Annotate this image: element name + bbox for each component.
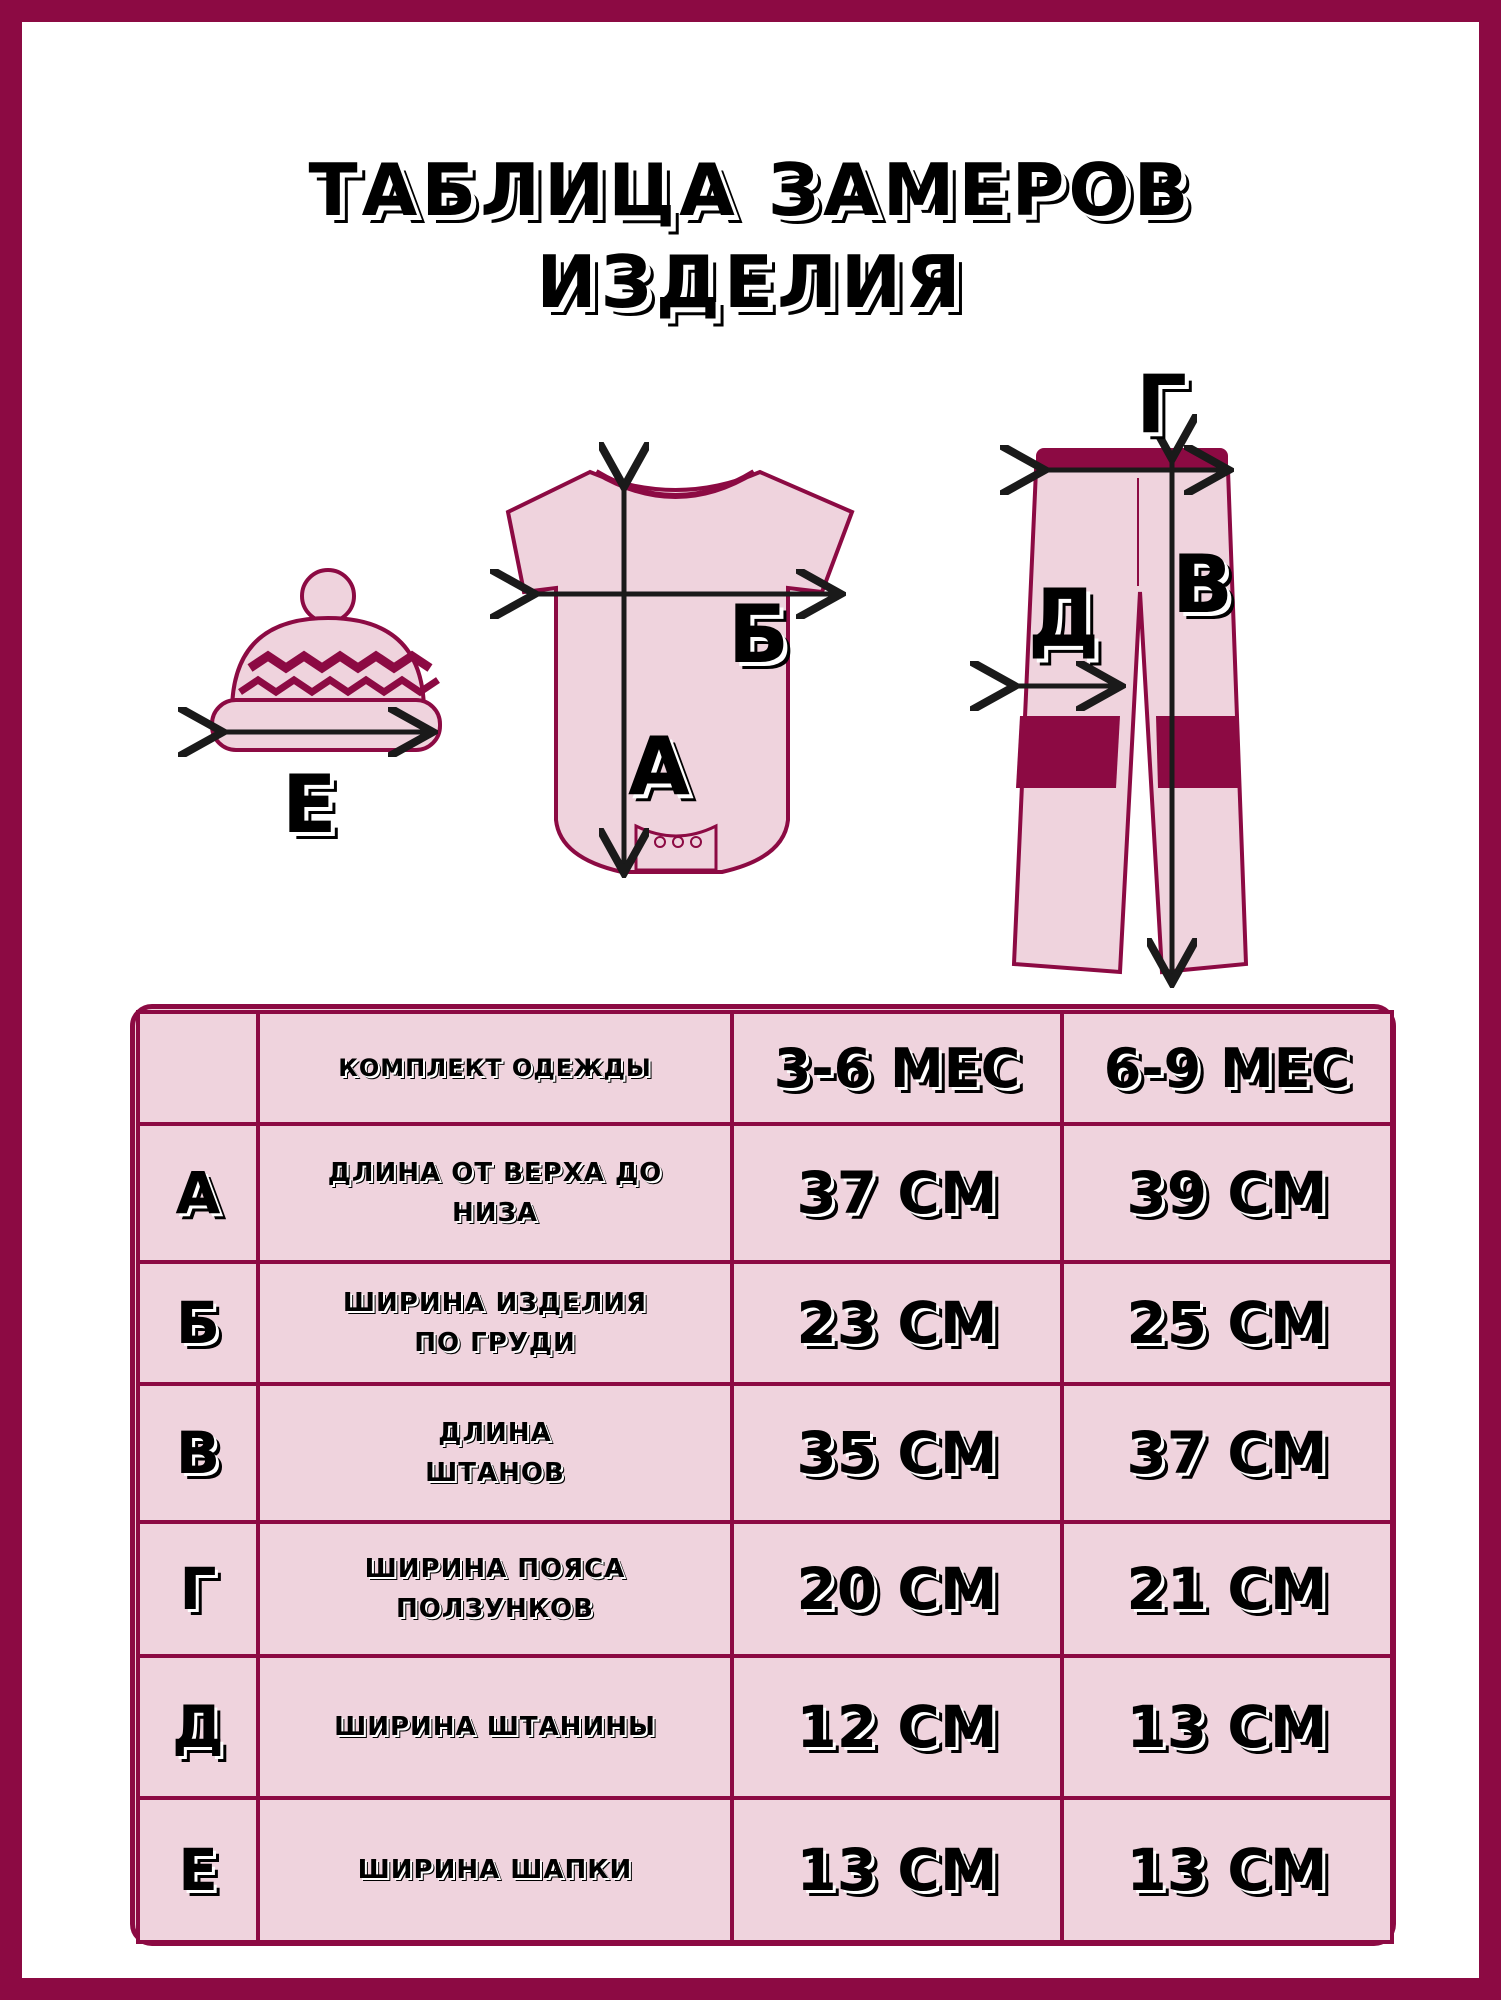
row-letter: В [138,1384,258,1522]
pants-waist-label: Г [1136,358,1187,451]
table-header-row [138,1012,1392,1124]
header-blank [138,1012,258,1124]
row-description: ДЛИНА ШТАНОВ [258,1384,732,1522]
table-row [138,1656,1392,1798]
row-value-3-6: 13 СМ [732,1798,1062,1942]
row-value-6-9: 39 СМ [1062,1124,1392,1262]
hat-drawing [212,570,440,750]
table-row [138,1522,1392,1656]
header-item: КОМПЛЕКТ ОДЕЖДЫ [258,1012,732,1124]
pants-drawing [1010,448,1246,978]
row-value-3-6: 20 СМ [732,1522,1062,1656]
page-title-line2: ИЗДЕЛИЯ [536,240,965,324]
row-value-6-9: 13 СМ [1062,1656,1392,1798]
pants-length-label: В [1172,538,1233,631]
bodysuit-length-label: А [628,720,690,813]
header-size-3-6: 3-6 МЕС [732,1012,1062,1124]
row-description: ДЛИНА ОТ ВЕРХА ДО НИЗА [258,1124,732,1262]
bodysuit-width-label: Б [728,588,789,681]
table-row [138,1798,1392,1942]
row-letter: Д [138,1656,258,1798]
row-value-3-6: 23 СМ [732,1262,1062,1384]
row-value-6-9: 21 СМ [1062,1522,1392,1656]
row-value-6-9: 25 СМ [1062,1262,1392,1384]
table-row [138,1384,1392,1522]
size-table [136,1010,1394,1944]
row-letter: А [138,1124,258,1262]
row-description: ШИРИНА ИЗДЕЛИЯ ПО ГРУДИ [258,1262,732,1384]
header-size-6-9: 6-9 МЕС [1062,1012,1392,1124]
row-description: ШИРИНА ПОЯСА ПОЛЗУНКОВ [258,1522,732,1656]
table-row [138,1124,1392,1262]
table-row [138,1262,1392,1384]
pants-leg-label: Д [1028,572,1100,665]
row-description: ШИРИНА ШТАНИНЫ [258,1656,732,1798]
row-description: ШИРИНА ШАПКИ [258,1798,732,1942]
row-value-3-6: 37 СМ [732,1124,1062,1262]
row-letter: Е [138,1798,258,1942]
page-title-line1: ТАБЛИЦА ЗАМЕРОВ [308,148,1193,232]
row-value-6-9: 13 СМ [1062,1798,1392,1942]
row-value-3-6: 12 СМ [732,1656,1062,1798]
row-letter: Б [138,1262,258,1384]
row-letter: Г [138,1522,258,1656]
row-value-6-9: 37 СМ [1062,1384,1392,1522]
row-value-3-6: 35 СМ [732,1384,1062,1522]
hat-label: Е [282,758,337,851]
